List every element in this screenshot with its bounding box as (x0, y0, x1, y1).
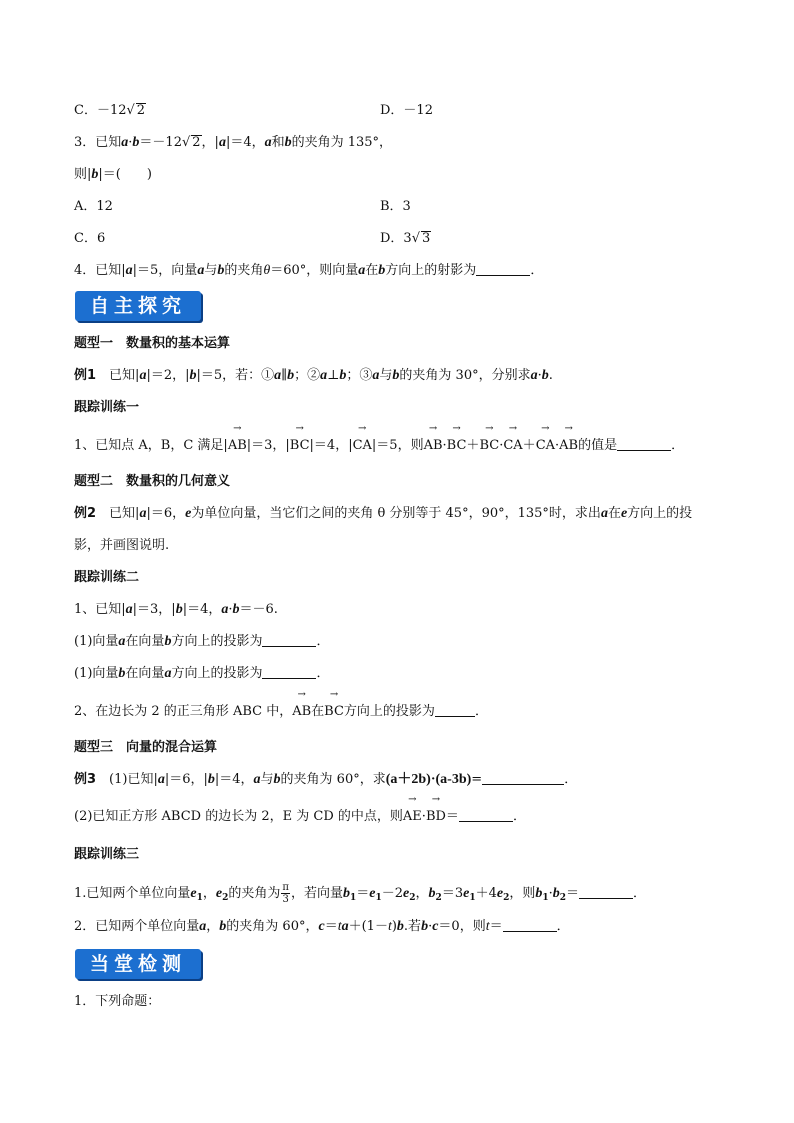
question-3: 3．已知a·b＝－12√ 2，|a|＝4，a和b的夹角为 135°， (74, 135, 393, 150)
q3-option-b: B．3 (380, 199, 411, 214)
section-banner-classroom-test: 当堂检测 (75, 949, 201, 979)
q3-option-c: C．6 (74, 231, 106, 246)
track-3-question-2: 2．已知两个单位向量a，b的夹角为 60°，c＝ta＋(1－t)b.若b·c＝0，则t＝ ． (74, 919, 570, 934)
track-3-title: 跟踪训练三 (74, 847, 140, 862)
track-1-title: 跟踪训练一 (74, 400, 140, 415)
track-2-question-1: 1、已知|a|＝3，|b|＝4，a·b＝－6. (74, 602, 278, 617)
track-2-title: 跟踪训练二 (74, 570, 140, 585)
answer-blank (435, 704, 475, 717)
type-3-title: 题型三 向量的混合运算 (74, 740, 218, 755)
test-question-1: 1．下列命题： (74, 994, 161, 1009)
track-2-sub-1: (1)向量a在向量b方向上的投影为 ． (74, 634, 330, 649)
q3-option-a: A．12 (74, 199, 113, 214)
answer-blank (617, 438, 671, 451)
fraction-pi-over-3: $\frac{\pi}{3}$ (282, 882, 289, 905)
example-3-part-2: (2)已知正方形 ABCD 的边长为 2，E 为 CD 的中点，则→ AE·→ BD＝ ． (74, 808, 526, 826)
example-2-cont: 影，并画图说明. (74, 538, 170, 553)
type-1-title: 题型一 数量积的基本运算 (74, 336, 231, 351)
track-2-sub-2: (1)向量b在向量a方向上的投影为 ． (74, 666, 330, 681)
example-1: 例1 已知|a|＝2，|b|＝5，若：①a∥b；②a⊥b；③a与b的夹角为 30°，分别求a·b. (74, 368, 553, 383)
answer-blank (503, 919, 557, 932)
prev-option-c: C．－12√ 2 (74, 103, 146, 118)
answer-blank (476, 263, 530, 276)
answer-blank (482, 772, 564, 785)
question-3-stem: 则|b|＝( ) (74, 167, 152, 182)
answer-blank (262, 666, 316, 679)
track-2-question-2: 2、在边长为 2 的正三角形 ABC 中，→ AB在→ BC方向上的投影为 ． (74, 703, 488, 721)
example-2: 例2 已知|a|＝6，e为单位向量，当它们之间的夹角 θ 分别等于 45°，90°，135°时，求出a在e方向上的投 (74, 506, 693, 521)
section-banner-explore: 自主探究 (75, 291, 201, 321)
track-1-question: 1、已知点 A，B，C 满足|→ AB|＝3，|→ BC|＝4，|→ CA|＝5，则→ AB·→ BC＋→ BC·→ CA＋→ CA·→ AB的值是 ． (74, 437, 684, 455)
example-3-part-1: 例3 (1)已知|a|＝6，|b|＝4，a与b的夹角为 60°，求(a＋2b)·(a-3b)= ． (74, 772, 578, 787)
question-4: 4．已知|a|＝5，向量a与b的夹角θ＝60°，则向量a在b方向上的射影为 ． (74, 263, 544, 278)
answer-blank (579, 886, 633, 899)
answer-blank (262, 634, 316, 647)
track-3-question-1: 1.已知两个单位向量$e_1$，$e_2$的夹角为 $\frac{\pi}{3}$ ，若向量$b_1=e_1-2e_2$，$b_2=3e_1+4e_2$，则$b_1\cdot b_2=$ ． (74, 882, 647, 905)
prev-option-d: D．－12 (380, 103, 433, 118)
q3-option-d: D．3√ 3 (380, 231, 431, 246)
answer-blank (459, 809, 513, 822)
type-2-title: 题型二 数量积的几何意义 (74, 474, 231, 489)
